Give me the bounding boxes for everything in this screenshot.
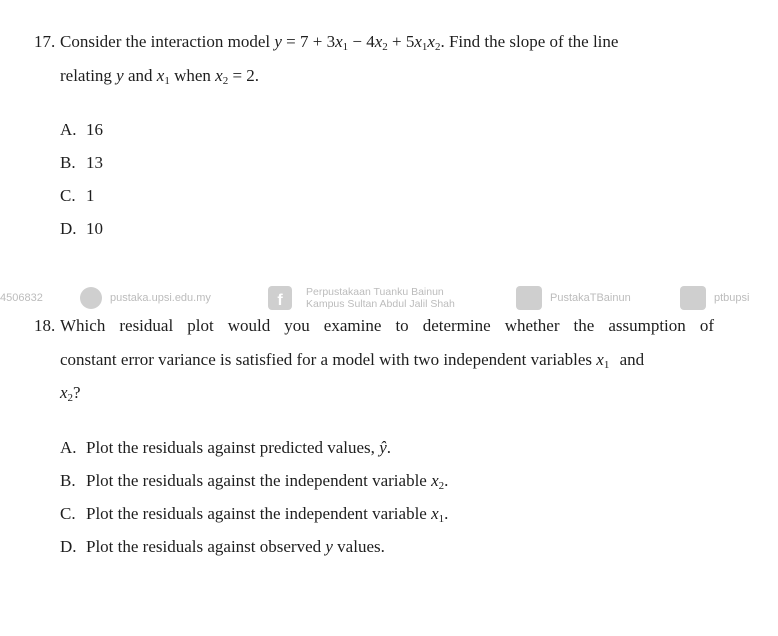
q17-option-b[interactable]: B. 13: [60, 153, 103, 172]
q18-option-d[interactable]: D. Plot the residuals against observed y values.: [60, 537, 385, 556]
q17-equation: $y = 7 + 3x_1 - 4x_2 + 5x_1x_2$.: [274, 32, 445, 53]
q18-option-c[interactable]: C. Plot the residuals against the independent variable $x_1$.: [60, 504, 449, 525]
q17-number: 17.: [34, 32, 56, 51]
watermark-instagram: ptbupsi: [714, 292, 750, 304]
watermark-lib-line1: Perpustakaan Tuanku Bainun: [306, 286, 444, 298]
q18-number: 18.: [34, 316, 56, 335]
q17-lead: Consider the interaction model: [60, 32, 271, 51]
q18-option-b[interactable]: B. Plot the residuals against the independent variable $x_2$.: [60, 471, 449, 492]
q18-line1-text: Which residual plot would you examine to determine whether the assumption of: [60, 316, 714, 335]
watermark-twitter: PustakaTBainun: [550, 292, 631, 304]
q17-line2: relating y and $x_1$ when $x_2 = 2$.: [60, 66, 260, 87]
q17-option-c[interactable]: C. 1: [60, 186, 95, 205]
instagram-icon: [680, 286, 706, 310]
q18-line1: [34, 316, 714, 336]
globe-icon: [80, 287, 102, 309]
q17-line1: [34, 32, 618, 53]
q17-option-a[interactable]: A. 16: [60, 120, 103, 139]
watermark-site: pustaka.upsi.edu.my: [110, 292, 211, 304]
q17-option-d[interactable]: D. 10: [60, 219, 103, 238]
q18-line2: constant error variance is satisfied for a model with two independent variables $x_1$ and: [60, 350, 645, 371]
watermark-lib-line2: Kampus Sultan Abdul Jalil Shah: [306, 298, 455, 310]
facebook-icon: f: [268, 286, 292, 310]
q17-tail: Find the slope of the line: [448, 32, 619, 51]
watermark-bar: [0, 284, 778, 312]
twitter-icon: [516, 286, 542, 310]
q18-option-a[interactable]: A. Plot the residuals against predicted values, ŷ.: [60, 438, 391, 457]
q18-line3: $x_2$?: [60, 383, 81, 404]
watermark-phone: 4506832: [0, 292, 43, 304]
